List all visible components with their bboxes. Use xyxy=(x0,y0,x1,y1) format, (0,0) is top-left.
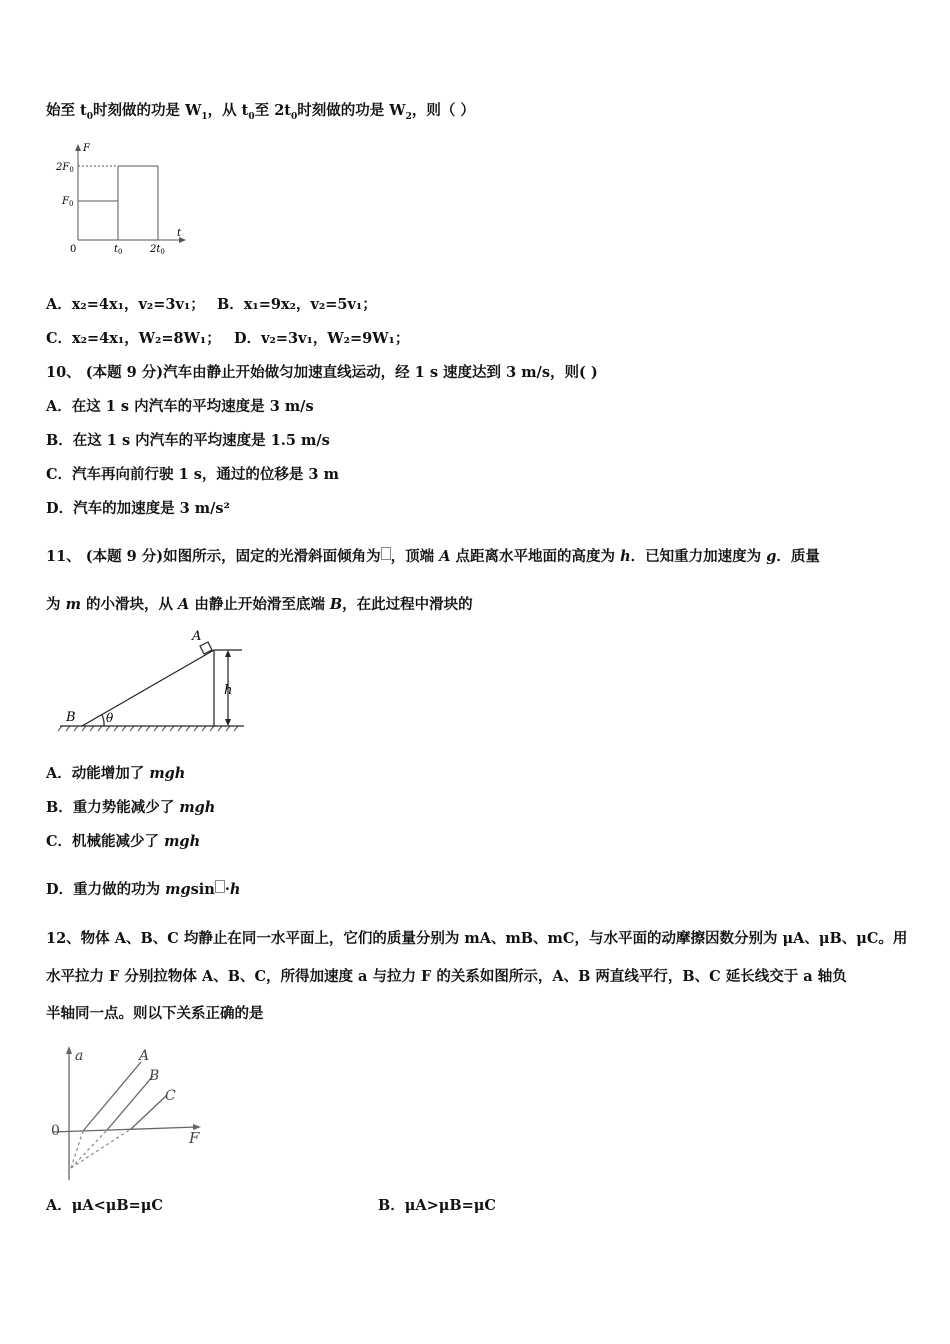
q10-option-b[interactable]: B．在这 1 s 内汽车的平均速度是 1.5 m/s xyxy=(46,432,330,449)
missing-glyph-box xyxy=(215,880,225,893)
q9-option-d[interactable]: D．v₂=3v₁，W₂=9W₁； xyxy=(234,330,410,347)
q9-option-a[interactable]: A．x₂=4x₁，v₂=3v₁； xyxy=(46,296,205,313)
q9-force-time-graph xyxy=(50,140,190,255)
origin-label: 0 xyxy=(51,1123,60,1139)
q10-stem: 10、 (本题 9 分)汽车由静止开始做匀加速直线运动，经 1 s 速度达到 3 m/s，则( ) xyxy=(46,364,598,381)
y-axis-label: F xyxy=(83,143,90,154)
label-h: h xyxy=(224,683,233,698)
line-c xyxy=(131,1095,167,1129)
q11-option-d[interactable]: D．重力做的功为 mgsin ·h xyxy=(46,881,241,898)
line-a-label: A xyxy=(139,1048,150,1064)
q12-stem-line3: 半轴同一点。则以下关系正确的是 xyxy=(46,1005,264,1022)
q11-incline-figure xyxy=(52,624,252,736)
missing-glyph-box xyxy=(381,547,391,560)
tick-2t0: $2t_0$ xyxy=(150,244,165,255)
q10-option-a[interactable]: A．在这 1 s 内汽车的平均速度是 3 m/s xyxy=(46,398,314,415)
tick-t0: $t_0$ xyxy=(114,244,123,255)
x-axis-label: t xyxy=(177,228,182,239)
q9-option-b[interactable]: B．x₁=9x₂，v₂=5v₁； xyxy=(217,296,377,313)
q12-acceleration-force-graph xyxy=(45,1040,215,1185)
q11-stem-line1: 11、 (本题 9 分)如图所示，固定的光滑斜面倾角为 ，顶端 A 点距离水平地面的高度为 h．已知重力加速度为 g．质量 xyxy=(46,548,820,565)
q11-option-b[interactable]: B．重力势能减少了 mgh xyxy=(46,799,216,816)
line-b xyxy=(107,1076,153,1130)
q11-stem-line2: 为 m 的小滑块，从 A 由静止开始滑至底端 B，在此过程中滑块的 xyxy=(46,596,473,613)
origin-label: 0 xyxy=(70,244,77,255)
tick-f0: $F_0$ xyxy=(62,196,74,208)
q10-option-c[interactable]: C．汽车再向前行驶 1 s，通过的位移是 3 m xyxy=(46,466,339,483)
incline-surface xyxy=(82,650,214,726)
line-c-label: C xyxy=(165,1088,176,1104)
q12-option-b[interactable]: B．μA>μB=μC xyxy=(378,1197,496,1214)
q12-stem-line1: 12、物体 A、B、C 均静止在同一水平面上，它们的质量分别为 mA、mB、mC，与水平面的动摩擦因数分别为 μA、μB、μC。用 xyxy=(46,930,908,947)
q11-option-c[interactable]: C．机械能减少了 mgh xyxy=(46,833,201,850)
label-b: B xyxy=(66,710,76,725)
x-axis xyxy=(53,1127,197,1132)
q12-stem-line2: 水平拉力 F 分别拉物体 A、B、C，所得加速度 a 与拉力 F 的关系如图所示，A、B 两直线平行，B、C 延长线交于 a 轴负 xyxy=(46,968,847,985)
y-axis-label: a xyxy=(75,1048,84,1064)
label-a: A xyxy=(192,629,202,644)
tick-2f0: $2F_0$ xyxy=(56,162,74,174)
line-b-label: B xyxy=(149,1068,160,1084)
label-theta: θ xyxy=(106,711,114,725)
q12-option-a[interactable]: A．μA<μB=μC xyxy=(46,1197,163,1214)
x-axis-label: F xyxy=(189,1129,200,1147)
line-a xyxy=(83,1062,141,1131)
q11-option-a[interactable]: A．动能增加了 mgh xyxy=(46,765,186,782)
q9-option-c[interactable]: C．x₂=4x₁，W₂=8W₁； xyxy=(46,330,221,347)
q9-stem: 始至 $t_0$时刻做的功是 $W_1$，从 $t_0$至 $2t_0$时刻做的功是 $W_2$，则（ ） xyxy=(46,102,475,122)
q10-option-d[interactable]: D．汽车的加速度是 3 m/s² xyxy=(46,500,230,517)
